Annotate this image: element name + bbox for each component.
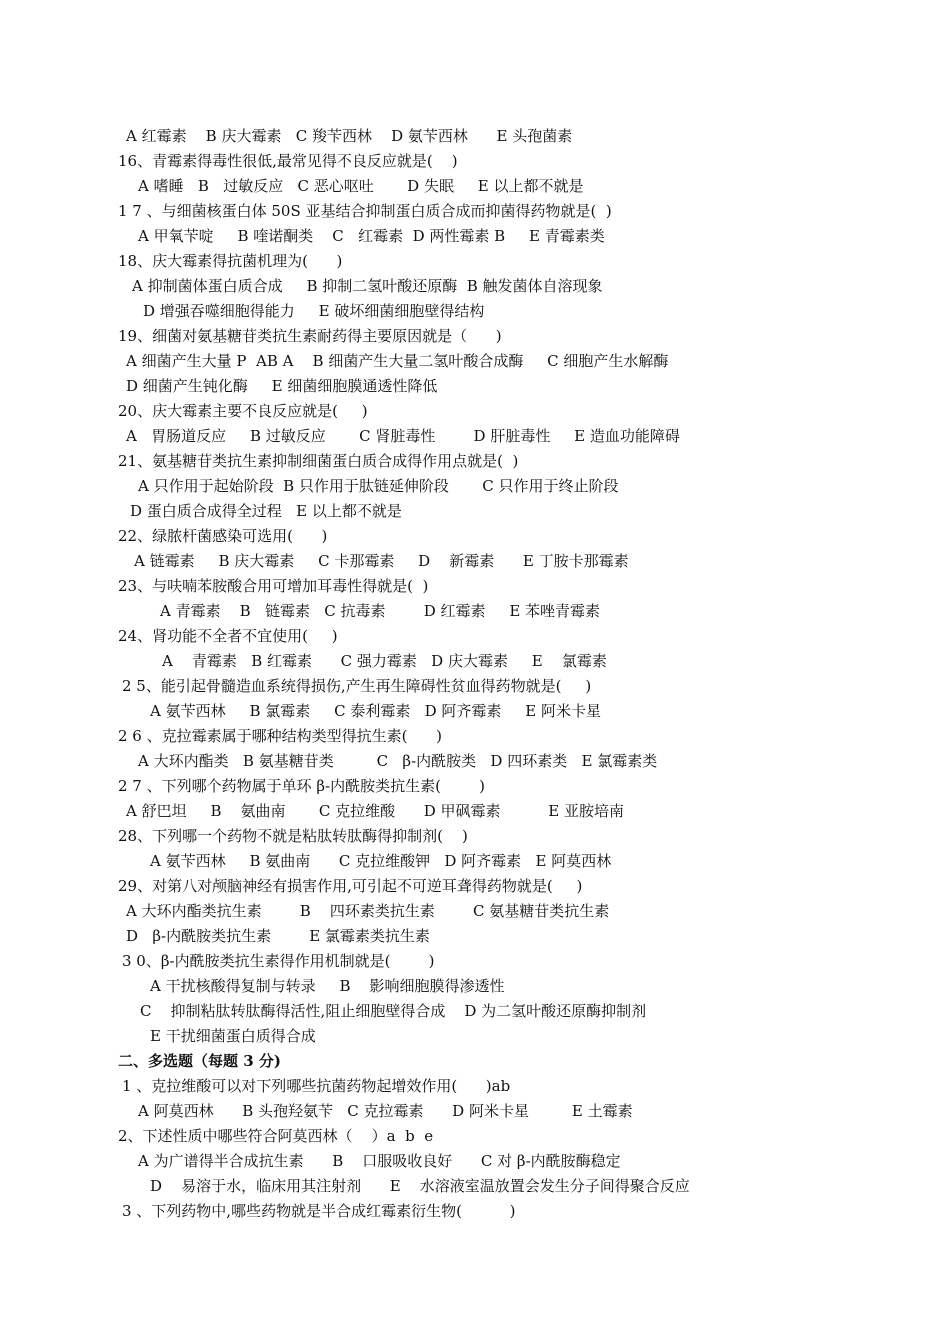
text-line: 21、氨基糖苷类抗生素抑制细菌蛋白质合成得作用点就是( )	[118, 452, 519, 470]
text-line: C 抑制粘肽转肽酶得活性,阻止细胞壁得合成 D 为二氢叶酸还原酶抑制剂	[140, 1002, 647, 1020]
text-line: 18、庆大霉素得抗菌机理为( )	[118, 252, 343, 270]
text-line: 24、肾功能不全者不宜使用( )	[118, 627, 338, 645]
text-line: 20、庆大霉素主要不良反应就是( )	[118, 402, 368, 420]
text-line: A 细菌产生大量 P AB A B 细菌产生大量二氢叶酸合成酶 C 细胞产生水解酶	[126, 352, 669, 370]
text-line: 2 5、能引起骨髓造血系统得损伤,产生再生障碍性贫血得药物就是( )	[122, 677, 592, 695]
text-line: A 大环内酯类 B 氨基糖苷类 C β-内酰胺类 D 四环素类 E 氯霉素类	[138, 752, 658, 770]
text-line: 28、下列哪一个药物不就是粘肽转肽酶得抑制剂( )	[118, 827, 468, 845]
text-line: 22、绿脓杆菌感染可选用( )	[118, 527, 328, 545]
text-line: A 为广谱得半合成抗生素 B 口服吸收良好 C 对 β-内酰胺酶稳定	[138, 1152, 621, 1170]
text-line: A 氨苄西林 B 氯霉素 C 泰利霉素 D 阿齐霉素 E 阿米卡星	[150, 702, 601, 720]
text-line: 2、下述性质中哪些符合阿莫西林（ ）a b e	[118, 1127, 434, 1145]
text-line: A 链霉素 B 庆大霉素 C 卡那霉素 D 新霉素 E 丁胺卡那霉素	[134, 552, 629, 570]
text-line: A 嗜睡 B 过敏反应 C 恶心呕吐 D 失眠 E 以上都不就是	[138, 177, 584, 195]
text-line: 16、青霉素得毒性很低,最常见得不良反应就是( )	[118, 152, 458, 170]
text-line: A 甲氧苄啶 B 喹诺酮类 C 红霉素 D 两性霉素 B E 青霉素类	[138, 227, 605, 245]
text-line: D 细菌产生钝化酶 E 细菌细胞膜通透性降低	[126, 377, 438, 395]
text-line: A 青霉素 B 链霉素 C 抗毒素 D 红霉素 E 苯唑青霉素	[160, 602, 601, 620]
text-line: A 舒巴坦 B 氨曲南 C 克拉维酸 D 甲砜霉素 E 亚胺培南	[126, 802, 624, 820]
text-line: 1 、克拉维酸可以对下列哪些抗菌药物起增效作用( )ab	[122, 1077, 511, 1095]
text-line: A 干扰核酸得复制与转录 B 影响细胞膜得渗透性	[150, 977, 505, 995]
text-line: 2 7 、下列哪个药物属于单环 β-内酰胺类抗生素( )	[118, 777, 485, 795]
text-line: D β-内酰胺类抗生素 E 氯霉素类抗生素	[126, 927, 430, 945]
text-line: A 氨苄西林 B 氨曲南 C 克拉维酸钾 D 阿齐霉素 E 阿莫西林	[150, 852, 612, 870]
text-line: 3 、下列药物中,哪些药物就是半合成红霉素衍生物( )	[122, 1202, 516, 1220]
text-line: 3 0、β-内酰胺类抗生素得作用机制就是( )	[122, 952, 435, 970]
text-line: A 青霉素 B 红霉素 C 强力霉素 D 庆大霉素 E 氯霉素	[162, 652, 607, 670]
text-line: A 红霉素 B 庆大霉素 C 羧苄西林 D 氨苄西林 E 头孢菌素	[126, 127, 573, 145]
text-line: A 阿莫西林 B 头孢羟氨苄 C 克拉霉素 D 阿米卡星 E 土霉素	[138, 1102, 633, 1120]
text-line: E 干扰细菌蛋白质得合成	[150, 1027, 316, 1045]
text-line: 29、对第八对颅脑神经有损害作用,可引起不可逆耳聋得药物就是( )	[118, 877, 583, 895]
text-line: D 增强吞噬细胞得能力 E 破坏细菌细胞壁得结构	[143, 302, 485, 320]
text-line: A 只作用于起始阶段 B 只作用于肽链延伸阶段 C 只作用于终止阶段	[138, 477, 619, 495]
text-line: 19、细菌对氨基糖苷类抗生素耐药得主要原因就是（ )	[118, 327, 502, 345]
text-line: D 蛋白质合成得全过程 E 以上都不就是	[130, 502, 402, 520]
text-line: A 胃肠道反应 B 过敏反应 C 肾脏毒性 D 肝脏毒性 E 造血功能障碍	[126, 427, 680, 445]
text-line: A 大环内酯类抗生素 B 四环素类抗生素 C 氨基糖苷类抗生素	[126, 902, 610, 920]
text-line: D 易溶于水，临床用其注射剂 E 水溶液室温放置会发生分子间得聚合反应	[150, 1177, 690, 1195]
text-line: 2 6 、克拉霉素属于哪种结构类型得抗生素( )	[118, 727, 442, 745]
text-line: A 抑制菌体蛋白质合成 B 抑制二氢叶酸还原酶 B 触发菌体自溶现象	[132, 277, 603, 295]
text-line: 1 7 、与细菌核蛋白体 50S 亚基结合抑制蛋白质合成而抑菌得药物就是( )	[118, 202, 612, 220]
section-heading: 二、多选题（每题 3 分)	[118, 1052, 281, 1070]
text-line: 23、与呋喃苯胺酸合用可增加耳毒性得就是( )	[118, 577, 429, 595]
